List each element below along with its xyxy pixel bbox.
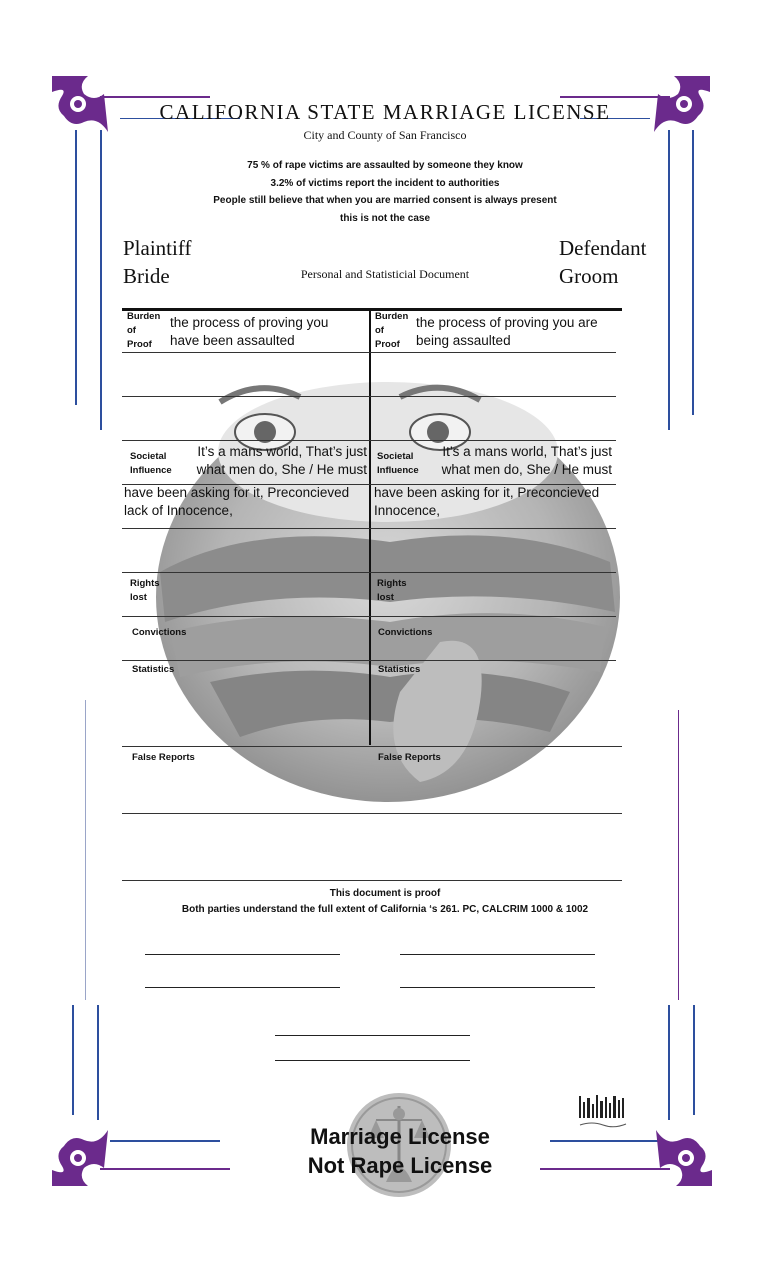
- false-reports-label-right: False Reports: [378, 752, 441, 763]
- label-part: Burden: [127, 311, 161, 322]
- bride-text: Bride: [123, 264, 170, 288]
- corner-ornament-icon: [652, 1126, 716, 1190]
- stat-line: this is not the case: [339, 212, 431, 224]
- left-burden-text: the process of proving you have been assaulted: [170, 315, 329, 348]
- right-societal-text-b: have been asking for it, Preconcieved Innocence,: [374, 485, 600, 518]
- statistics-label-right: Statistics: [378, 664, 421, 675]
- label-part: of: [375, 325, 384, 336]
- form-row-line: [122, 528, 616, 529]
- border-bottom-right-h1: [550, 1140, 660, 1142]
- signature-line: [275, 1060, 470, 1061]
- label-part: Rights: [130, 578, 160, 589]
- statistics-label-left: Statistics: [132, 664, 175, 675]
- border-bottom-right-h2: [540, 1168, 670, 1170]
- stat-line: 75 % of rape victims are assaulted by someone they know: [247, 160, 523, 171]
- slogan-line: Not Rape License: [307, 1153, 493, 1178]
- form-row-line: [122, 813, 622, 814]
- label-part: Proof: [127, 339, 152, 350]
- document-subtitle: City and County of San Francisco: [303, 128, 467, 142]
- border-left-lower-thin: [85, 700, 86, 1000]
- form-top-rule: [122, 308, 622, 311]
- societal-label-left: [130, 450, 172, 478]
- corner-ornament-icon: [48, 1126, 112, 1190]
- border-bottom-left-h1: [110, 1140, 220, 1142]
- signature-line: [145, 987, 340, 988]
- statistics-block: [0, 157, 770, 227]
- plaintiff-text: Plaintiff: [123, 236, 192, 260]
- slogan: [300, 1122, 500, 1180]
- border-bottom-right-outer: [693, 1005, 695, 1115]
- form-row-line: [122, 616, 616, 617]
- document-title: CALIFORNIA STATE MARRIAGE LICENSE: [159, 100, 611, 124]
- border-bottom-left-inner: [97, 1005, 99, 1120]
- stat-line: People still believe that when you are married consent is always present: [213, 195, 557, 206]
- form-row-line: [122, 746, 622, 747]
- label-part: Influence: [377, 465, 419, 476]
- label-part: Influence: [130, 465, 172, 476]
- label-part: lost: [130, 592, 147, 603]
- proof-statement: This document is proof: [329, 888, 441, 899]
- form-row-line: [122, 352, 616, 353]
- convictions-label-right: Convictions: [378, 627, 433, 638]
- form-row-line: [122, 572, 616, 573]
- convictions-label-left: Convictions: [132, 627, 187, 638]
- form-row-line: [122, 880, 622, 881]
- label-part: Societal: [130, 451, 167, 462]
- rights-lost-label-left: [130, 577, 160, 605]
- legal-statement: Both parties understand the full extent of California ‘s 261. PC, CALCRIM 1000 & 1002: [181, 904, 589, 915]
- signature-line: [400, 987, 595, 988]
- signature-line: [400, 954, 595, 955]
- burden-label-right: [375, 310, 408, 352]
- label-part: lost: [377, 592, 394, 603]
- left-societal-text-b: have been asking for it, Preconcieved lack of Innocence,: [124, 485, 350, 518]
- societal-label-right: [377, 450, 419, 478]
- barcode-signature-icon: [577, 1092, 629, 1130]
- label-part: Proof: [375, 339, 400, 350]
- signature-line: [275, 1035, 470, 1036]
- defendant-text: Defendant: [559, 236, 647, 260]
- border-bottom-left-outer: [72, 1005, 74, 1115]
- slogan-line: Marriage License: [310, 1124, 490, 1149]
- form-row-line: [122, 440, 616, 441]
- right-societal-text-a: It’s a mans world, That’s just what men do, She / He must: [441, 444, 612, 477]
- form-row-line: [122, 660, 616, 661]
- groom-text: Groom: [559, 264, 619, 288]
- label-part: of: [127, 325, 136, 336]
- border-bottom-left-h2: [100, 1168, 230, 1170]
- stat-line: 3.2% of victims report the incident to authorities: [270, 177, 500, 189]
- label-part: Burden: [375, 311, 409, 322]
- label-part: Societal: [377, 451, 414, 462]
- form-row-line: [122, 396, 616, 397]
- document-name: Personal and Statisticial Document: [300, 267, 470, 281]
- left-societal-text-a: It’s a mans world, That’s just what men do, She / He must: [196, 444, 367, 477]
- signature-line: [145, 954, 340, 955]
- false-reports-label-left: False Reports: [132, 752, 195, 763]
- right-burden-text: the process of proving you are being assaulted: [416, 315, 598, 348]
- label-part: Rights: [377, 578, 407, 589]
- border-bottom-right-inner: [668, 1005, 670, 1120]
- border-top-left-purple: [100, 96, 210, 98]
- rights-lost-label-right: [377, 577, 407, 605]
- burden-label-left: [127, 310, 160, 352]
- border-right-lower-thin: [678, 710, 679, 1000]
